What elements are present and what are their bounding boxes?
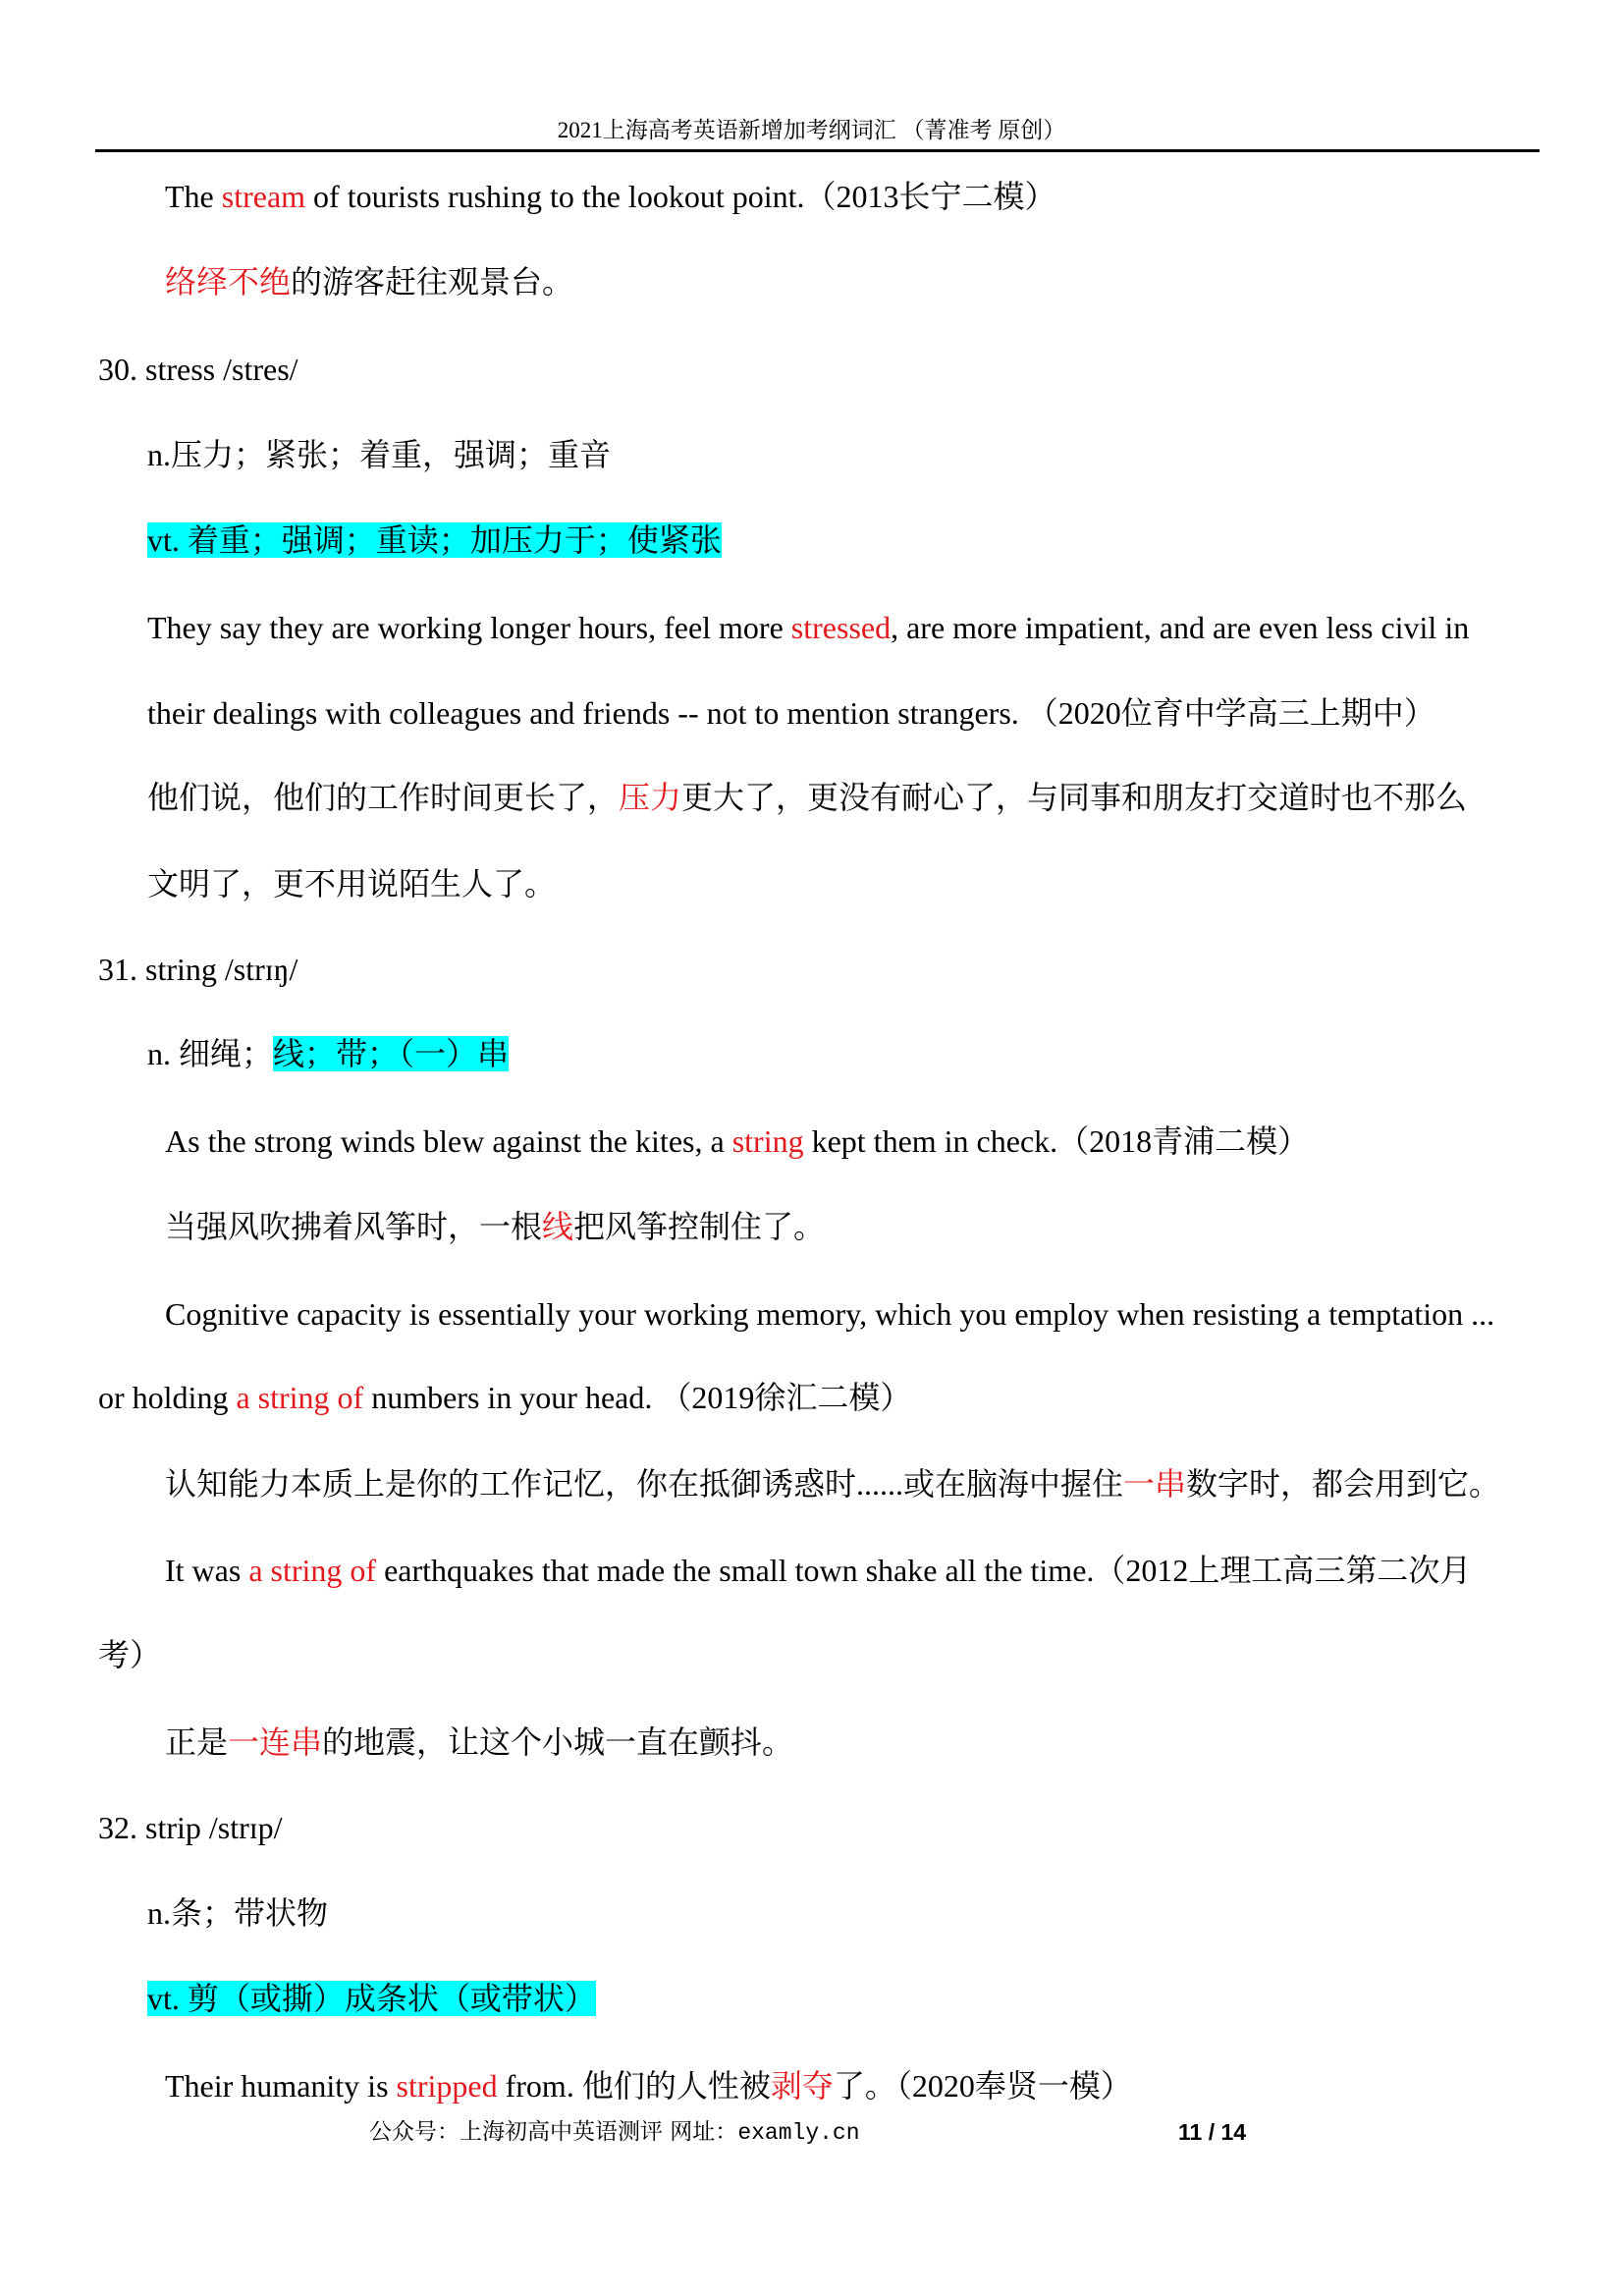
- text-segment: n. 细绳；: [147, 1036, 274, 1071]
- page-number: 11 / 14: [1178, 2119, 1247, 2145]
- text-line: [165, 1721, 793, 1764]
- highlighted-keyword: stripped: [396, 2068, 498, 2104]
- text-segment: their dealings with colleagues and friends -- not to mention strangers. （2020位育中学高三上期中）: [147, 695, 1435, 731]
- text-segment: 32. strip /strɪp/: [98, 1810, 283, 1845]
- footer-source: [369, 2117, 860, 2148]
- page-header-title: 2021上海高考英语新增加考纲词汇 （菁准考 原创）: [557, 118, 1066, 142]
- text-segment: , are more impatient, and are even less civil in: [891, 610, 1470, 645]
- text-segment: n.压力；紧张；着重，强调；重音: [147, 437, 612, 472]
- text-line: [98, 1376, 911, 1419]
- highlighted-keyword: a string of: [248, 1553, 377, 1588]
- text-segment: 文明了，更不用说陌生人了。: [147, 866, 557, 902]
- text-segment: kept them in check.（2018青浦二模）: [803, 1123, 1310, 1159]
- text-segment: of tourists rushing to the lookout point.（2013长宁二模）: [305, 179, 1056, 214]
- text-segment: 考）: [98, 1637, 162, 1672]
- text-segment: 的游客赶往观景台。: [291, 264, 574, 300]
- highlighted-keyword: 一连串: [228, 1724, 323, 1760]
- text-segment: 把风筝控制住了。: [573, 1209, 826, 1244]
- marked-definition: vt. 着重；强调；重读；加压力于；使紧张: [147, 522, 722, 558]
- text-segment: 正是: [165, 1724, 229, 1760]
- text-segment: Cognitive capacity is essentially your working memory, which you employ when resisting a temptation ...: [165, 1296, 1495, 1332]
- highlighted-keyword: 络绎不绝: [165, 264, 292, 300]
- text-segment: The: [165, 179, 222, 214]
- highlighted-keyword: 线: [542, 1209, 574, 1244]
- text-line: [98, 348, 298, 391]
- text-line: [165, 1205, 825, 1248]
- text-line: [165, 1120, 1309, 1163]
- text-segment: As the strong winds blew against the kites, a: [165, 1123, 732, 1159]
- text-segment: earthquakes that made the small town shake all the time.（2012上理工高三第二次月: [376, 1553, 1472, 1588]
- text-line: [147, 519, 722, 562]
- text-segment: 30. stress /stres/: [98, 352, 298, 387]
- text-segment: 数字时，都会用到它。: [1186, 1466, 1501, 1502]
- text-line: [165, 260, 573, 303]
- text-segment: 认知能力本质上是你的工作记忆，你在抵御诱惑时......或在脑海中握住: [165, 1466, 1124, 1502]
- text-line: [147, 606, 1469, 649]
- text-segment: n.条；带状物: [147, 1895, 329, 1931]
- text-segment: 31. string /strɪŋ/: [98, 952, 298, 987]
- text-segment: 当强风吹拂着风筝时，一根: [165, 1209, 543, 1244]
- text-line: [147, 691, 1435, 735]
- text-line: [98, 1633, 161, 1676]
- text-line: [147, 776, 1467, 819]
- marked-definition: 线；带；（一）串: [273, 1036, 510, 1071]
- highlighted-keyword: stream: [221, 179, 306, 214]
- text-segment: 了。（2020奉贤一模）: [833, 2068, 1132, 2104]
- text-line: [165, 175, 1056, 218]
- text-segment: They say they are working longer hours, feel more: [147, 610, 791, 645]
- text-line: [165, 1462, 1500, 1505]
- text-line: [98, 948, 298, 991]
- text-segment: 更大了，更没有耐心了，与同事和朋友打交道时也不那么: [681, 780, 1468, 815]
- text-line: [147, 862, 556, 905]
- footer-url[interactable]: examly.cn: [737, 2120, 860, 2146]
- text-line: [147, 1891, 328, 1935]
- text-segment: from. 他们的人性被: [497, 2068, 771, 2104]
- marked-definition: vt. 剪（或撕）成条状（或带状）: [147, 1981, 596, 2016]
- text-segment: 的地震，让这个小城一直在颤抖。: [322, 1724, 794, 1760]
- text-line: [147, 1032, 509, 1075]
- highlighted-keyword: 剥夺: [770, 2068, 834, 2104]
- text-segment: numbers in your head. （2019徐汇二模）: [363, 1380, 912, 1415]
- highlighted-keyword: a string of: [236, 1380, 364, 1415]
- highlighted-keyword: stressed: [790, 610, 892, 645]
- highlighted-keyword: 压力: [619, 780, 682, 815]
- text-line: [98, 1806, 283, 1849]
- text-segment: or holding: [98, 1380, 237, 1415]
- text-line: [165, 1292, 1494, 1336]
- highlighted-keyword: 一串: [1123, 1466, 1187, 1502]
- text-line: [165, 1549, 1471, 1592]
- text-segment: 他们说，他们的工作时间更长了，: [147, 780, 620, 815]
- header-rule: [95, 149, 1540, 152]
- highlighted-keyword: string: [731, 1123, 804, 1159]
- footer-label: 公众号：上海初高中英语测评 网址：: [369, 2119, 738, 2145]
- text-line: [147, 1977, 596, 2020]
- text-line: [165, 2064, 1132, 2107]
- text-segment: Their humanity is: [165, 2068, 397, 2104]
- text-segment: It was: [165, 1553, 249, 1588]
- text-line: [147, 433, 611, 476]
